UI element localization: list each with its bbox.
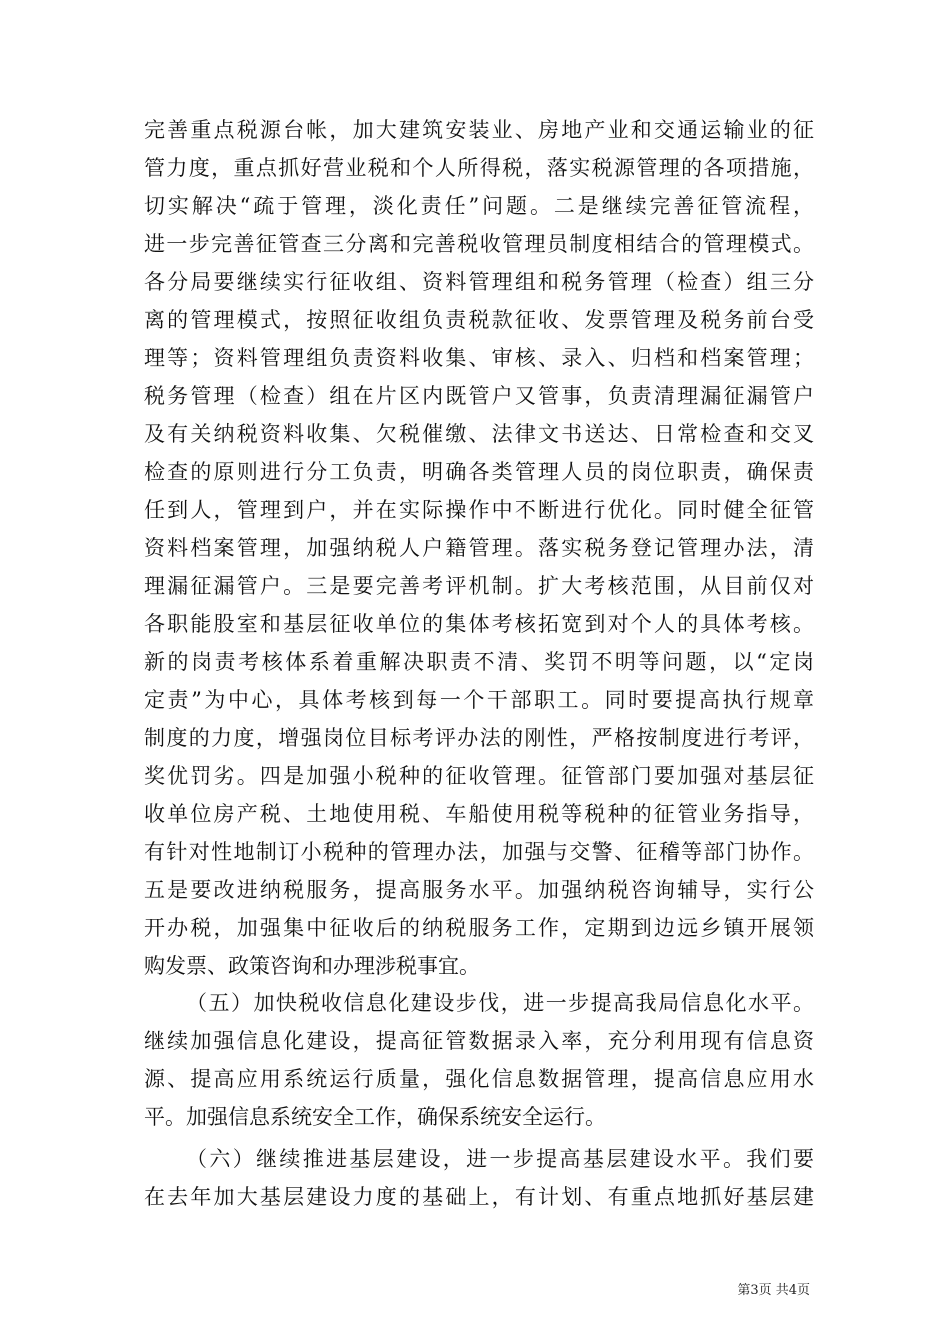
section-heading-line: （五）加快税收信息化建设步伐，进一步提高我局信息化水平。 [186,991,814,1015]
text-line: 奖优罚劣。四是加强小税种的征收管理。征管部门要加强对基层征 [144,764,814,788]
paragraph-continuation [144,111,814,985]
text-line: 制度的力度，增强岗位目标考评办法的刚性，严格按制度进行考评， [144,726,814,750]
text-line: 平。加强信息系统安全工作，确保系统安全运行。 [144,1105,606,1129]
section-heading-line: （六）继续推进基层建设，进一步提高基层建设水平。我们要 [186,1147,814,1171]
text-line: 完善重点税源台帐，加大建筑安装业、房地产业和交通运输业的征 [144,118,814,142]
text-line: 新的岗责考核体系着重解决职责不清、奖罚不明等问题，以“定岗 [144,650,814,674]
text-line: 进一步完善征管查三分离和完善税收管理员制度相结合的管理模式。 [144,232,814,256]
text-line: 检查的原则进行分工负责，明确各类管理人员的岗位职责，确保责 [144,460,814,484]
text-line: 源、提高应用系统运行质量，强化信息数据管理，提高信息应用水 [144,1067,814,1091]
text-line: 有针对性地制订小税种的管理办法，加强与交警、征稽等部门协作。 [144,840,814,864]
text-line: 切实解决“疏于管理，淡化责任”问题。二是继续完善征管流程， [144,194,814,218]
text-line: 定责”为中心，具体考核到每一个干部职工。同时要提高执行规章 [144,688,814,712]
page-number: 第3页 共4页 [737,1283,810,1298]
text-line: 收单位房产税、土地使用税、车船使用税等税种的征管业务指导， [144,802,814,826]
text-line: 税务管理（检查）组在片区内既管户又管事，负责清理漏征漏管户 [144,384,814,408]
text-line: 管力度，重点抓好营业税和个人所得税，落实税源管理的各项措施， [144,156,814,180]
text-line: 五是要改进纳税服务，提高服务水平。加强纳税咨询辅导，实行公 [144,878,814,902]
text-line: 继续加强信息化建设，提高征管数据录入率，充分利用现有信息资 [144,1029,814,1053]
text-line: 开办税，加强集中征收后的纳税服务工作，定期到边远乡镇开展领 [144,916,814,940]
paragraph-section-five [144,984,814,1136]
text-line: 离的管理模式，按照征收组负责税款征收、发票管理及税务前台受 [144,308,814,332]
text-line: 在去年加大基层建设力度的基础上，有计划、有重点地抓好基层建 [144,1185,814,1209]
paragraph-section-six [144,1140,814,1216]
text-line: 理等；资料管理组负责资料收集、审核、录入、归档和档案管理； [144,346,814,370]
text-line: 资料档案管理，加强纳税人户籍管理。落实税务登记管理办法，清 [144,536,814,560]
text-line: 各职能股室和基层征收单位的集体考核拓宽到对个人的具体考核。 [144,612,814,636]
text-line: 及有关纳税资料收集、欠税催缴、法律文书送达、日常检查和交叉 [144,422,814,446]
text-line: 各分局要继续实行征收组、资料管理组和税务管理（检查）组三分 [144,270,814,294]
text-line: 购发票、政策咨询和办理涉税事宜。 [144,954,480,978]
text-line: 理漏征漏管户。三是要完善考评机制。扩大考核范围，从目前仅对 [144,574,814,598]
text-line: 任到人，管理到户，并在实际操作中不断进行优化。同时健全征管 [144,498,814,522]
